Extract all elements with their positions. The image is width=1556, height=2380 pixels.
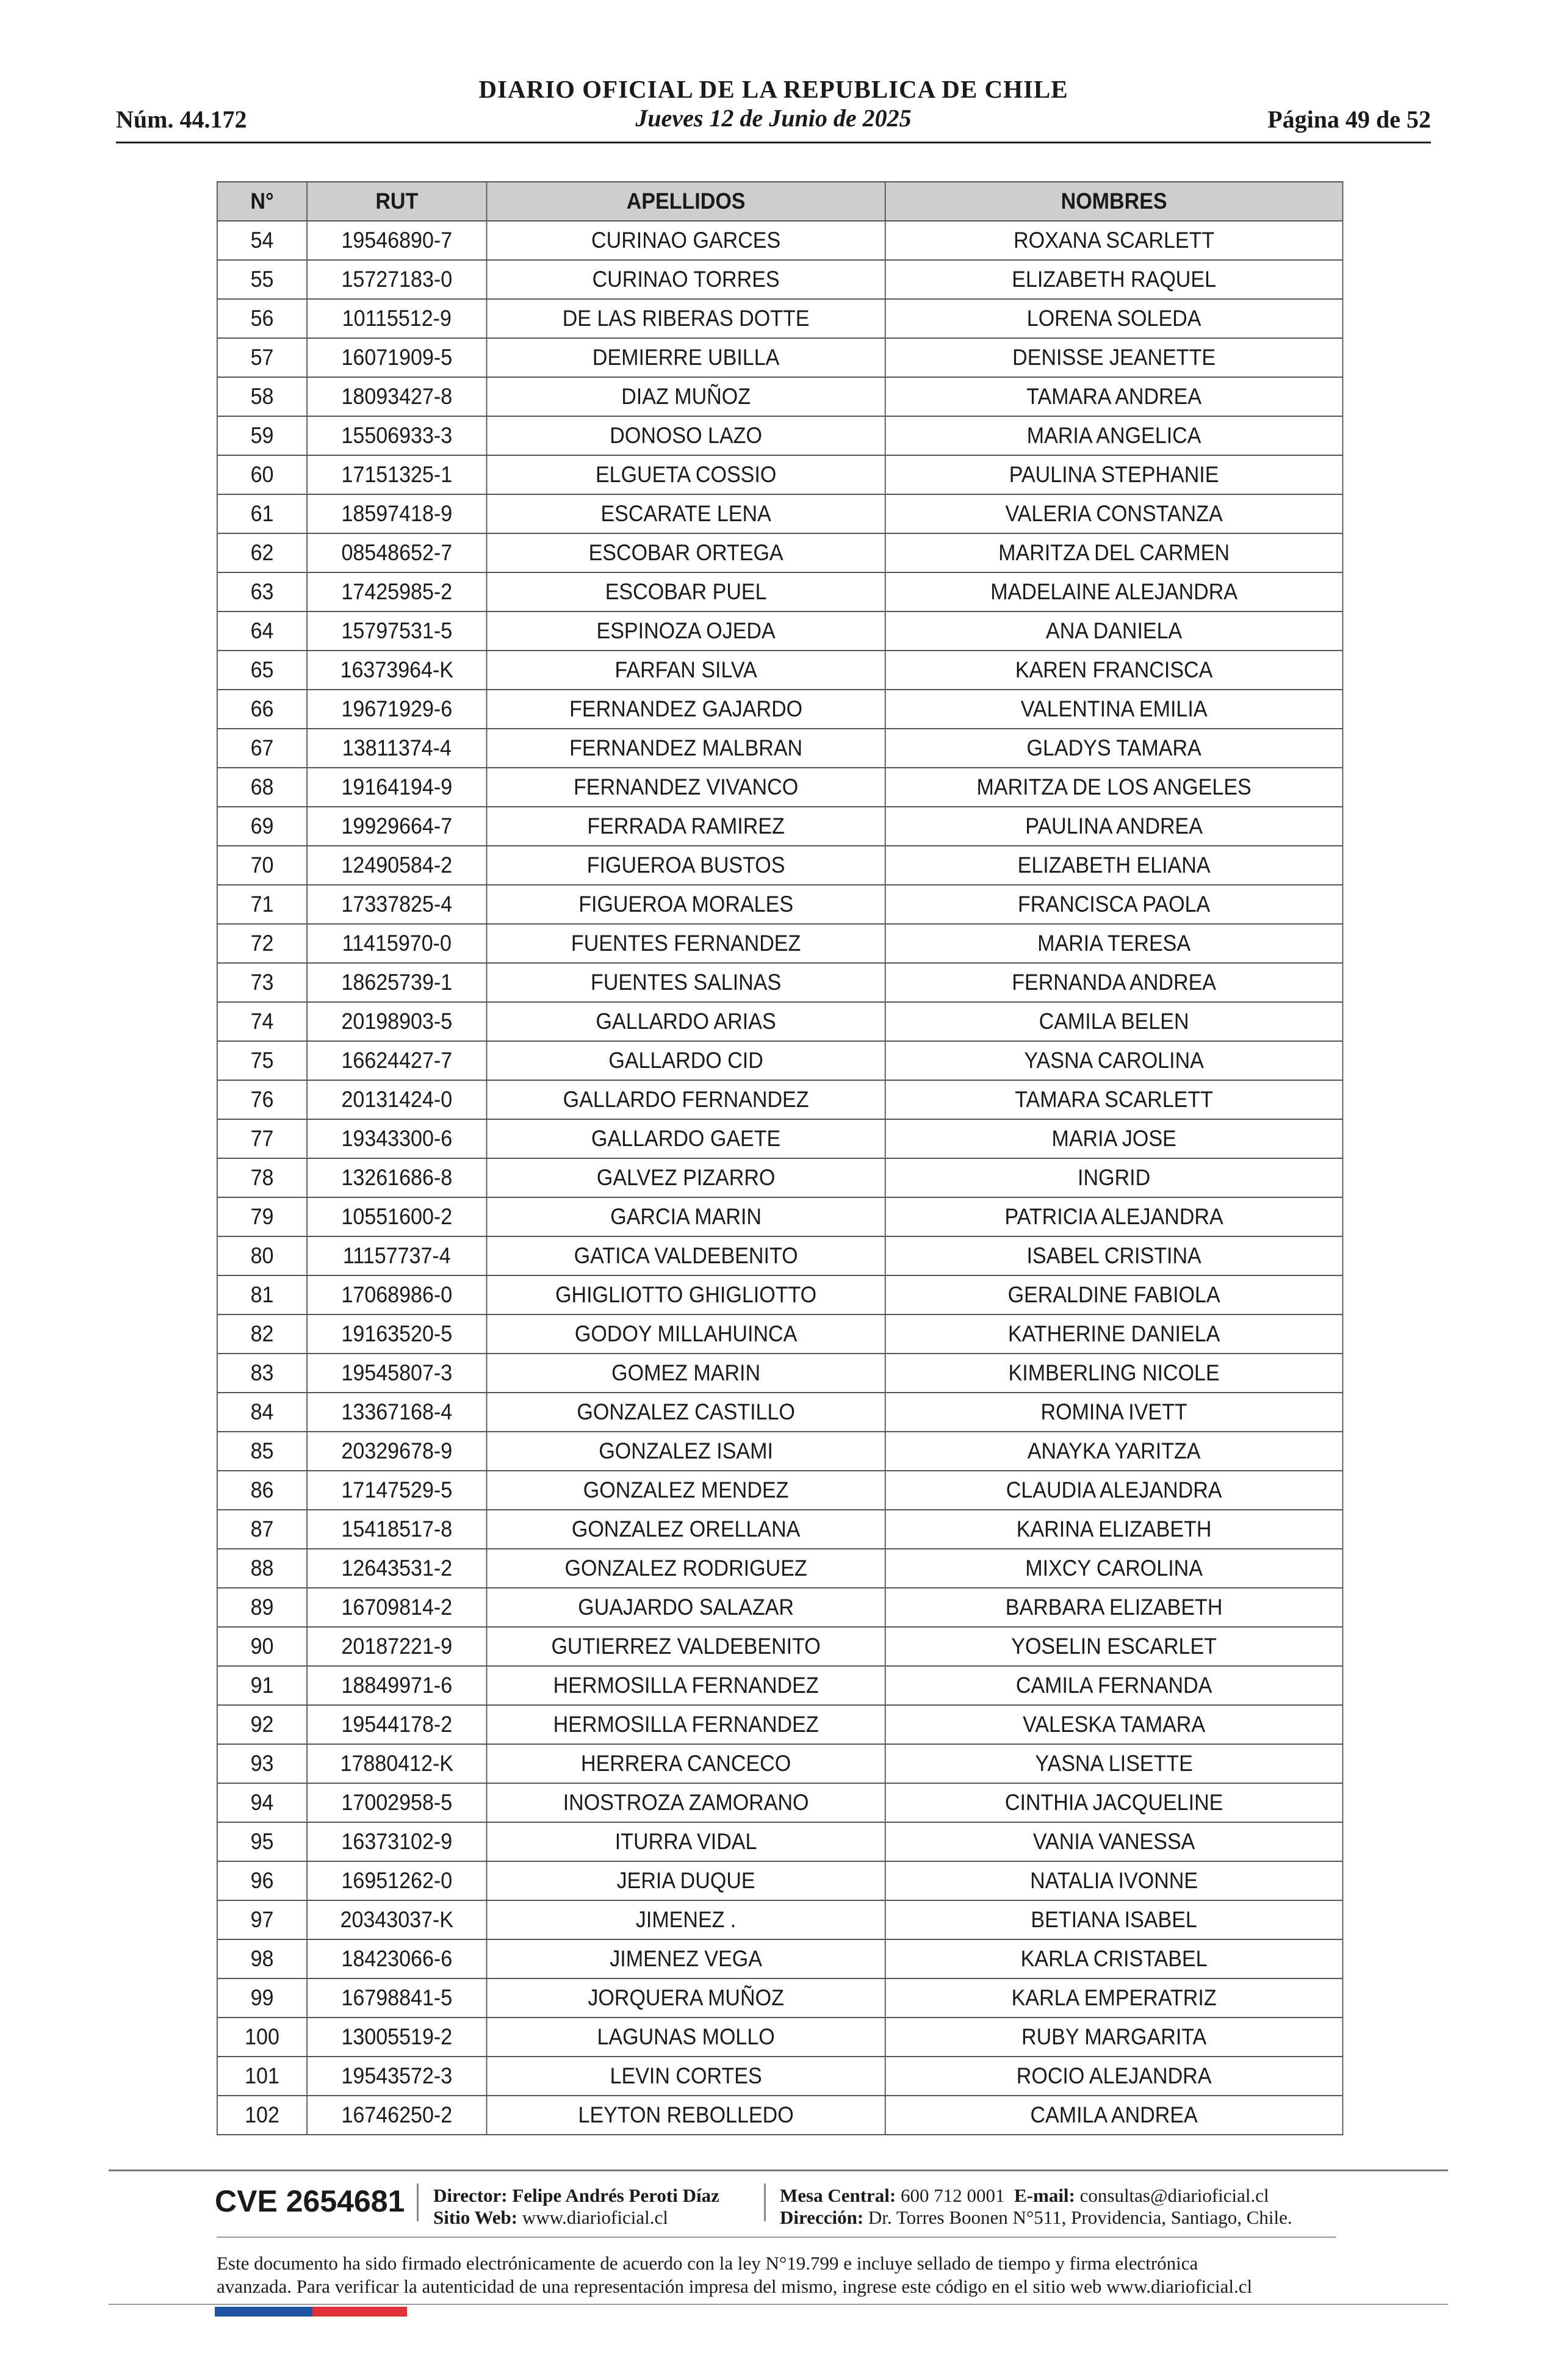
cell-number: 87	[217, 1510, 307, 1549]
cell-number: 96	[217, 1861, 307, 1900]
cell-rut: 17002958-5	[307, 1783, 486, 1822]
table-row	[217, 2057, 1343, 2096]
table-row	[217, 1393, 1343, 1432]
cell-apellidos: JERIA DUQUE	[487, 1861, 885, 1900]
cell-rut: 17147529-5	[307, 1471, 486, 1510]
header-divider	[116, 142, 1431, 143]
legal-line: avanzada. Para verificar la autenticidad de una representación impresa del mismo, ingrese este código en el sitio web www.diarioficial.cl	[217, 2276, 1253, 2297]
cell-rut: 16071909-5	[307, 338, 486, 377]
table-row	[217, 1822, 1343, 1861]
cell-nombres: PATRICIA ALEJANDRA	[885, 1197, 1343, 1236]
cell-rut: 10115512-9	[307, 299, 486, 338]
cell-number: 97	[217, 1900, 307, 1939]
cell-rut: 17068986-0	[307, 1275, 486, 1314]
cell-number: 94	[217, 1783, 307, 1822]
cell-nombres: NATALIA IVONNE	[885, 1861, 1343, 1900]
cell-number: 59	[217, 416, 307, 455]
cell-rut: 15797531-5	[307, 611, 486, 651]
table-row	[217, 221, 1343, 260]
cell-rut: 18597418-9	[307, 494, 486, 533]
table-row	[217, 611, 1343, 651]
cell-number: 86	[217, 1471, 307, 1510]
cell-nombres: LORENA SOLEDA	[885, 299, 1343, 338]
cell-rut: 16624427-7	[307, 1041, 486, 1080]
cell-nombres: MARITZA DE LOS ANGELES	[885, 768, 1343, 807]
cell-number: 100	[217, 2018, 307, 2057]
cell-apellidos: HERRERA CANCECO	[487, 1744, 885, 1783]
table-row	[217, 1080, 1343, 1119]
table-row	[217, 1744, 1343, 1783]
cell-number: 57	[217, 338, 307, 377]
cell-number: 58	[217, 377, 307, 416]
cell-number: 73	[217, 963, 307, 1002]
cell-nombres: ANAYKA YARITZA	[885, 1432, 1343, 1471]
cell-rut: 10551600-2	[307, 1197, 486, 1236]
cell-apellidos: HERMOSILLA FERNANDEZ	[487, 1705, 885, 1744]
table-row	[217, 260, 1343, 299]
flag-stripe-blue	[215, 2307, 312, 2317]
cell-apellidos: FERNANDEZ MALBRAN	[487, 729, 885, 768]
table-row	[217, 1627, 1343, 1666]
cell-rut: 20198903-5	[307, 1002, 486, 1041]
table-row	[217, 1900, 1343, 1939]
cell-nombres: ANA DANIELA	[885, 611, 1343, 651]
director-name: Felipe Andrés Peroti Díaz	[512, 2185, 719, 2206]
cell-number: 82	[217, 1314, 307, 1354]
cell-apellidos: GALVEZ PIZARRO	[487, 1158, 885, 1197]
cell-number: 62	[217, 533, 307, 572]
cell-apellidos: GOMEZ MARIN	[487, 1354, 885, 1393]
cell-rut: 17425985-2	[307, 572, 486, 611]
cell-rut: 11415970-0	[307, 924, 486, 963]
publication-date: Jueves 12 de Junio de 2025	[635, 104, 912, 132]
cell-number: 77	[217, 1119, 307, 1158]
cell-nombres: YASNA CAROLINA	[885, 1041, 1343, 1080]
cell-number: 61	[217, 494, 307, 533]
cell-apellidos: GONZALEZ CASTILLO	[487, 1393, 885, 1432]
cell-nombres: KARINA ELIZABETH	[885, 1510, 1343, 1549]
table-row	[217, 1783, 1343, 1822]
cell-apellidos: GODOY MILLAHUINCA	[487, 1314, 885, 1354]
cell-apellidos: GONZALEZ RODRIGUEZ	[487, 1549, 885, 1588]
cell-nombres: CAMILA FERNANDA	[885, 1666, 1343, 1705]
table-row	[217, 338, 1343, 377]
cell-apellidos: FIGUEROA BUSTOS	[487, 846, 885, 885]
cell-nombres: DENISSE JEANETTE	[885, 338, 1343, 377]
cell-number: 65	[217, 651, 307, 690]
cell-number: 93	[217, 1744, 307, 1783]
cell-apellidos: GONZALEZ ORELLANA	[487, 1510, 885, 1549]
director-block	[433, 2185, 719, 2229]
page-header	[116, 74, 1431, 145]
cell-apellidos: ESPINOZA OJEDA	[487, 611, 885, 651]
cell-nombres: MARITZA DEL CARMEN	[885, 533, 1343, 572]
cell-number: 78	[217, 1158, 307, 1197]
table-row	[217, 572, 1343, 611]
cell-apellidos: FIGUEROA MORALES	[487, 885, 885, 924]
cell-number: 56	[217, 299, 307, 338]
address-value: Dr. Torres Boonen N°511, Providencia, Santiago, Chile.	[868, 2207, 1292, 2228]
cell-rut: 20329678-9	[307, 1432, 486, 1471]
publication-title: DIARIO OFICIAL DE LA REPUBLICA DE CHILE	[478, 75, 1068, 103]
address-label: Dirección:	[780, 2207, 864, 2228]
cell-nombres: RUBY MARGARITA	[885, 2018, 1343, 2057]
cell-apellidos: LEYTON REBOLLEDO	[487, 2096, 885, 2135]
cell-nombres: ELIZABETH RAQUEL	[885, 260, 1343, 299]
cell-rut: 18423066-6	[307, 1939, 486, 1978]
cell-rut: 08548652-7	[307, 533, 486, 572]
cell-rut: 19545807-3	[307, 1354, 486, 1393]
table-row	[217, 1041, 1343, 1080]
cell-rut: 15506933-3	[307, 416, 486, 455]
cell-rut: 16373964-K	[307, 651, 486, 690]
cve-code: CVE 2654681	[215, 2184, 405, 2218]
cell-apellidos: JIMENEZ .	[487, 1900, 885, 1939]
table-row	[217, 416, 1343, 455]
table-row	[217, 729, 1343, 768]
table-row	[217, 533, 1343, 572]
cell-apellidos: GARCIA MARIN	[487, 1197, 885, 1236]
cell-nombres: CINTHIA JACQUELINE	[885, 1783, 1343, 1822]
cell-number: 66	[217, 690, 307, 729]
cell-nombres: FERNANDA ANDREA	[885, 963, 1343, 1002]
table-row	[217, 651, 1343, 690]
cell-nombres: ROMINA IVETT	[885, 1393, 1343, 1432]
table-row	[217, 1354, 1343, 1393]
cell-number: 101	[217, 2057, 307, 2096]
email-link[interactable]: consultas@diarioficial.cl	[1079, 2185, 1269, 2206]
cell-apellidos: ESCOBAR PUEL	[487, 572, 885, 611]
cell-apellidos: GHIGLIOTTO GHIGLIOTTO	[487, 1275, 885, 1314]
cell-number: 70	[217, 846, 307, 885]
cell-nombres: YASNA LISETTE	[885, 1744, 1343, 1783]
cell-rut: 13367168-4	[307, 1393, 486, 1432]
web-label: Sitio Web:	[433, 2207, 518, 2228]
cell-nombres: VALENTINA EMILIA	[885, 690, 1343, 729]
table-row	[217, 846, 1343, 885]
roster-table	[217, 181, 1343, 2135]
cell-nombres: YOSELIN ESCARLET	[885, 1627, 1343, 1666]
cell-number: 80	[217, 1236, 307, 1275]
cell-apellidos: GALLARDO CID	[487, 1041, 885, 1080]
cell-number: 79	[217, 1197, 307, 1236]
cell-apellidos: GONZALEZ MENDEZ	[487, 1471, 885, 1510]
cell-nombres: KARLA CRISTABEL	[885, 1939, 1343, 1978]
cell-apellidos: HERMOSILLA FERNANDEZ	[487, 1666, 885, 1705]
cell-rut: 18849971-6	[307, 1666, 486, 1705]
cell-nombres: MARIA JOSE	[885, 1119, 1343, 1158]
cell-nombres: PAULINA STEPHANIE	[885, 455, 1343, 494]
table-row	[217, 924, 1343, 963]
cell-rut: 17880412-K	[307, 1744, 486, 1783]
column-header-nombres: NOMBRES	[885, 182, 1343, 221]
cell-apellidos: GONZALEZ ISAMI	[487, 1432, 885, 1471]
table-row	[217, 494, 1343, 533]
column-header-apellidos: APELLIDOS	[487, 182, 885, 221]
cell-rut: 19929664-7	[307, 807, 486, 846]
issue-number: Núm. 44.172	[116, 106, 247, 133]
cell-nombres: BETIANA ISABEL	[885, 1900, 1343, 1939]
cell-nombres: ROCIO ALEJANDRA	[885, 2057, 1343, 2096]
table-header-row	[217, 182, 1343, 221]
footer-separator	[417, 2183, 419, 2221]
table-row	[217, 1314, 1343, 1354]
cell-number: 83	[217, 1354, 307, 1393]
table-row	[217, 768, 1343, 807]
cell-nombres: BARBARA ELIZABETH	[885, 1588, 1343, 1627]
cell-nombres: MADELAINE ALEJANDRA	[885, 572, 1343, 611]
cell-apellidos: INOSTROZA ZAMORANO	[487, 1783, 885, 1822]
cell-apellidos: FERNANDEZ VIVANCO	[487, 768, 885, 807]
cell-rut: 16373102-9	[307, 1822, 486, 1861]
cell-apellidos: DE LAS RIBERAS DOTTE	[487, 299, 885, 338]
table-row	[217, 807, 1343, 846]
cell-apellidos: ESCOBAR ORTEGA	[487, 533, 885, 572]
legal-notice	[217, 2252, 1376, 2298]
cell-number: 67	[217, 729, 307, 768]
cell-apellidos: ITURRA VIDAL	[487, 1822, 885, 1861]
cell-nombres: KIMBERLING NICOLE	[885, 1354, 1343, 1393]
cell-apellidos: GUAJARDO SALAZAR	[487, 1588, 885, 1627]
bottom-divider	[109, 2304, 1448, 2305]
table-row	[217, 2096, 1343, 2135]
cell-number: 63	[217, 572, 307, 611]
cell-apellidos: ELGUETA COSSIO	[487, 455, 885, 494]
cell-rut: 17337825-4	[307, 885, 486, 924]
cell-rut: 11157737-4	[307, 1236, 486, 1275]
cell-number: 64	[217, 611, 307, 651]
cell-apellidos: GATICA VALDEBENITO	[487, 1236, 885, 1275]
cell-rut: 13261686-8	[307, 1158, 486, 1197]
cell-number: 68	[217, 768, 307, 807]
table-row	[217, 2018, 1343, 2057]
cell-number: 69	[217, 807, 307, 846]
cell-rut: 18625739-1	[307, 963, 486, 1002]
cell-number: 84	[217, 1393, 307, 1432]
cell-rut: 19671929-6	[307, 690, 486, 729]
cell-rut: 16951262-0	[307, 1861, 486, 1900]
cell-number: 55	[217, 260, 307, 299]
cell-nombres: TAMARA SCARLETT	[885, 1080, 1343, 1119]
cell-number: 89	[217, 1588, 307, 1627]
cell-rut: 13811374-4	[307, 729, 486, 768]
cell-number: 81	[217, 1275, 307, 1314]
cell-apellidos: GALLARDO FERNANDEZ	[487, 1080, 885, 1119]
cell-number: 85	[217, 1432, 307, 1471]
table-row	[217, 1275, 1343, 1314]
footer-separator	[764, 2183, 766, 2221]
table-row	[217, 455, 1343, 494]
table-row	[217, 1588, 1343, 1627]
cell-apellidos: FARFAN SILVA	[487, 651, 885, 690]
cell-number: 90	[217, 1627, 307, 1666]
table-row	[217, 377, 1343, 416]
cell-nombres: MARIA ANGELICA	[885, 416, 1343, 455]
cell-rut: 13005519-2	[307, 2018, 486, 2057]
footer-inner-divider	[217, 2237, 1336, 2238]
cell-nombres: CLAUDIA ALEJANDRA	[885, 1471, 1343, 1510]
cell-rut: 19163520-5	[307, 1314, 486, 1354]
cell-rut: 16798841-5	[307, 1978, 486, 2018]
cell-apellidos: DONOSO LAZO	[487, 416, 885, 455]
table-row	[217, 1432, 1343, 1471]
cell-rut: 17151325-1	[307, 455, 486, 494]
cell-apellidos: JORQUERA MUÑOZ	[487, 1978, 885, 2018]
cell-nombres: MIXCY CAROLINA	[885, 1549, 1343, 1588]
table-row	[217, 1705, 1343, 1744]
cell-number: 99	[217, 1978, 307, 2018]
cell-apellidos: GALLARDO ARIAS	[487, 1002, 885, 1041]
table-row	[217, 1510, 1343, 1549]
cell-nombres: CAMILA ANDREA	[885, 2096, 1343, 2135]
table-row	[217, 1861, 1343, 1900]
cell-nombres: ROXANA SCARLETT	[885, 221, 1343, 260]
cell-nombres: VALESKA TAMARA	[885, 1705, 1343, 1744]
email-label: E-mail:	[1014, 2185, 1075, 2206]
cell-nombres: ISABEL CRISTINA	[885, 1236, 1343, 1275]
cell-rut: 19164194-9	[307, 768, 486, 807]
cell-apellidos: CURINAO TORRES	[487, 260, 885, 299]
cell-nombres: MARIA TERESA	[885, 924, 1343, 963]
cell-rut: 19543572-3	[307, 2057, 486, 2096]
cell-rut: 15727183-0	[307, 260, 486, 299]
web-link[interactable]: www.diarioficial.cl	[522, 2207, 668, 2228]
cell-nombres: VALERIA CONSTANZA	[885, 494, 1343, 533]
table-row	[217, 1002, 1343, 1041]
cell-number: 102	[217, 2096, 307, 2135]
cell-apellidos: DIAZ MUÑOZ	[487, 377, 885, 416]
cell-apellidos: FERRADA RAMIREZ	[487, 807, 885, 846]
cell-rut: 20131424-0	[307, 1080, 486, 1119]
table-row	[217, 1119, 1343, 1158]
cell-rut: 20343037-K	[307, 1900, 486, 1939]
cell-number: 76	[217, 1080, 307, 1119]
cell-number: 60	[217, 455, 307, 494]
table-row	[217, 1471, 1343, 1510]
cell-number: 91	[217, 1666, 307, 1705]
table-row	[217, 1939, 1343, 1978]
cell-nombres: PAULINA ANDREA	[885, 807, 1343, 846]
cell-apellidos: GUTIERREZ VALDEBENITO	[487, 1627, 885, 1666]
cell-apellidos: CURINAO GARCES	[487, 221, 885, 260]
cell-number: 71	[217, 885, 307, 924]
cell-apellidos: JIMENEZ VEGA	[487, 1939, 885, 1978]
cell-nombres: VANIA VANESSA	[885, 1822, 1343, 1861]
cell-rut: 18093427-8	[307, 377, 486, 416]
cell-number: 95	[217, 1822, 307, 1861]
cell-number: 54	[217, 221, 307, 260]
cell-nombres: KAREN FRANCISCA	[885, 651, 1343, 690]
cell-nombres: FRANCISCA PAOLA	[885, 885, 1343, 924]
cell-apellidos: FERNANDEZ GAJARDO	[487, 690, 885, 729]
table-row	[217, 1666, 1343, 1705]
cell-number: 98	[217, 1939, 307, 1978]
cell-number: 88	[217, 1549, 307, 1588]
cell-nombres: CAMILA BELEN	[885, 1002, 1343, 1041]
cell-apellidos: GALLARDO GAETE	[487, 1119, 885, 1158]
table-row	[217, 1549, 1343, 1588]
cell-rut: 19544178-2	[307, 1705, 486, 1744]
cell-apellidos: FUENTES FERNANDEZ	[487, 924, 885, 963]
cell-number: 92	[217, 1705, 307, 1744]
cell-rut: 19546890-7	[307, 221, 486, 260]
table-row	[217, 690, 1343, 729]
cell-nombres: GLADYS TAMARA	[885, 729, 1343, 768]
cell-rut: 20187221-9	[307, 1627, 486, 1666]
director-label: Director:	[433, 2185, 508, 2206]
cell-nombres: ELIZABETH ELIANA	[885, 846, 1343, 885]
cell-nombres: GERALDINE FABIOLA	[885, 1275, 1343, 1314]
table-row	[217, 1197, 1343, 1236]
table-row	[217, 1158, 1343, 1197]
cell-apellidos: LEVIN CORTES	[487, 2057, 885, 2096]
page-number: Página 49 de 52	[1267, 106, 1431, 133]
table-body	[217, 221, 1343, 2135]
cell-number: 75	[217, 1041, 307, 1080]
column-header-rut: RUT	[307, 182, 486, 221]
table-row	[217, 299, 1343, 338]
cell-rut: 19343300-6	[307, 1119, 486, 1158]
flag-stripe-red	[312, 2307, 407, 2317]
cell-apellidos: LAGUNAS MOLLO	[487, 2018, 885, 2057]
cell-number: 74	[217, 1002, 307, 1041]
cell-rut: 12643531-2	[307, 1549, 486, 1588]
cell-rut: 16746250-2	[307, 2096, 486, 2135]
cell-rut: 12490584-2	[307, 846, 486, 885]
cell-rut: 16709814-2	[307, 1588, 486, 1627]
cell-number: 72	[217, 924, 307, 963]
cell-apellidos: DEMIERRE UBILLA	[487, 338, 885, 377]
table-row	[217, 1236, 1343, 1275]
footer-divider	[109, 2169, 1448, 2171]
table-row	[217, 963, 1343, 1002]
cell-nombres: TAMARA ANDREA	[885, 377, 1343, 416]
cell-rut: 15418517-8	[307, 1510, 486, 1549]
cell-apellidos: ESCARATE LENA	[487, 494, 885, 533]
column-header-number: N°	[217, 182, 307, 221]
cell-nombres: KARLA EMPERATRIZ	[885, 1978, 1343, 2018]
contact-block	[780, 2185, 1292, 2229]
cell-apellidos: FUENTES SALINAS	[487, 963, 885, 1002]
table-row	[217, 1978, 1343, 2018]
mesa-phone: 600 712 0001	[901, 2185, 1005, 2206]
mesa-label: Mesa Central:	[780, 2185, 896, 2206]
cell-nombres: INGRID	[885, 1158, 1343, 1197]
legal-line: Este documento ha sido firmado electrónicamente de acuerdo con la ley N°19.799 e incluye sellado de tiempo y firma electrónica	[217, 2252, 1198, 2274]
cell-nombres: KATHERINE DANIELA	[885, 1314, 1343, 1354]
table-row	[217, 885, 1343, 924]
